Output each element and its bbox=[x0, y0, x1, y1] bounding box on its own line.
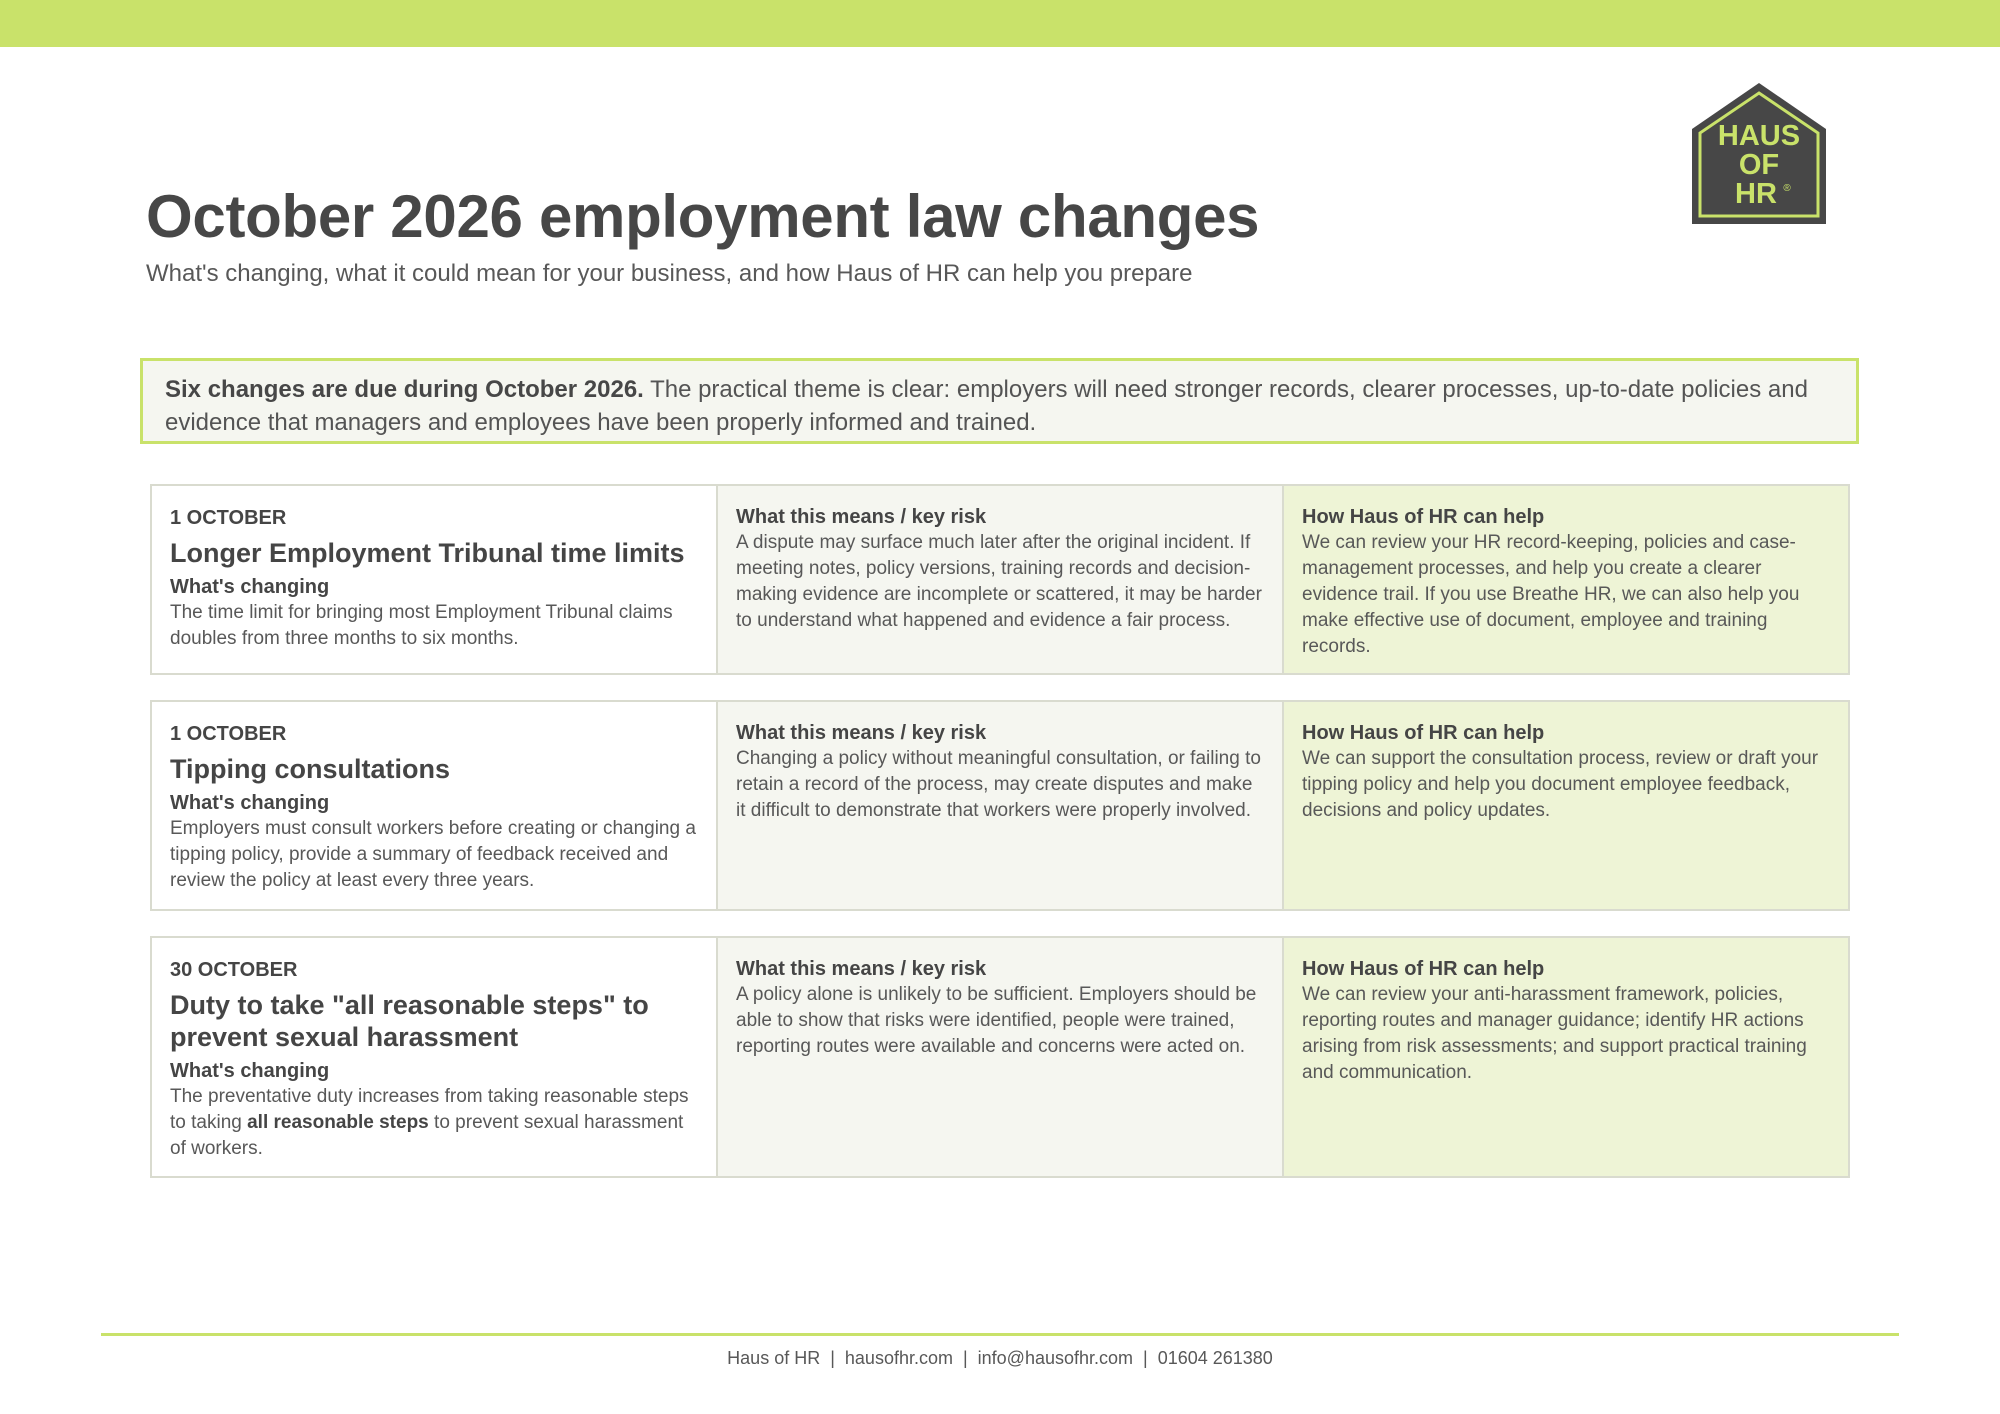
whats-changing-label: What's changing bbox=[170, 1060, 330, 1082]
whats-changing-label: What's changing bbox=[170, 576, 330, 598]
whats-changing-text-end: to prevent sexual harassment of workers. bbox=[170, 1112, 684, 1159]
logo-text-haus: HAUS bbox=[1717, 120, 1801, 152]
how-we-help-text: We can support the consultation process, review or draft your tipping policy and help you document employee feedback, decisions and policy updates. bbox=[1302, 748, 1819, 821]
how-we-help-text: We can review your HR record-keeping, policies and case-management processes, and help you create a clearer evidence trail. If you use Breathe HR, we can also help you make effective use of document, employee and training records. bbox=[1302, 532, 1800, 657]
change-date: 30 OCTOBER bbox=[170, 959, 298, 981]
footer-separator: | bbox=[962, 1348, 968, 1368]
whats-changing-text: The time limit for bringing most Employment Tribunal claims doubles from three months to six months. bbox=[170, 602, 673, 649]
risk-column bbox=[718, 938, 1284, 1176]
how-we-help-text: We can review your anti-harassment framework, policies, reporting routes and manager guidance; identify HR actions arising from risk assessments; and support practical training and communication. bbox=[1302, 984, 1807, 1083]
change-column bbox=[152, 702, 718, 909]
footer-website-link[interactable]: hausofhr.com bbox=[844, 1348, 953, 1368]
key-risk-text: Changing a policy without meaningful consultation, or failing to retain a record of the process, may create disputes and make it difficult to demonstrate that workers were properly involved. bbox=[736, 748, 1261, 821]
change-date: 1 OCTOBER bbox=[170, 723, 287, 745]
change-title: Longer Employment Tribunal time limits bbox=[170, 538, 685, 568]
haus-of-hr-logo bbox=[1690, 81, 1828, 226]
change-title: Tipping consultations bbox=[170, 754, 450, 784]
callout-lead: Six changes are due during October 2026. bbox=[165, 376, 644, 403]
risk-column bbox=[718, 702, 1284, 909]
key-risk-label: What this means / key risk bbox=[736, 506, 987, 528]
change-column bbox=[152, 938, 718, 1176]
footer-phone: 01604 261380 bbox=[1157, 1348, 1273, 1368]
footer-email-link[interactable]: info@hausofhr.com bbox=[977, 1348, 1134, 1368]
logo-text-of: OF bbox=[1738, 149, 1780, 181]
change-title: Duty to take "all reasonable steps" to prevent sexual harassment bbox=[170, 990, 649, 1052]
footer-company: Haus of HR bbox=[727, 1348, 821, 1368]
key-risk-label: What this means / key risk bbox=[736, 958, 987, 980]
change-row bbox=[150, 700, 1850, 911]
logo-text-hr: HR bbox=[1735, 178, 1777, 210]
help-column bbox=[1284, 486, 1848, 673]
change-date: 1 OCTOBER bbox=[170, 507, 287, 529]
change-column bbox=[152, 486, 718, 673]
top-accent-bar bbox=[0, 0, 2000, 47]
key-risk-label: What this means / key risk bbox=[736, 722, 987, 744]
callout-text: The practical theme is clear: employers will need stronger records, clearer processes, up-to-date policies and evidence that managers and employees have been properly informed and trained. bbox=[165, 376, 1808, 436]
change-row bbox=[150, 484, 1850, 675]
whats-changing-text-emphasis: all reasonable steps bbox=[247, 1112, 429, 1133]
footer bbox=[0, 1348, 2000, 1369]
house-logo-icon bbox=[1690, 81, 1828, 226]
page-title: October 2026 employment law changes bbox=[146, 183, 1260, 250]
logo-registered-mark: ® bbox=[1783, 183, 1791, 194]
whats-changing-text-start: The preventative duty increases from taking reasonable steps to taking bbox=[170, 1086, 689, 1133]
how-we-help-label: How Haus of HR can help bbox=[1302, 506, 1545, 528]
how-we-help-label: How Haus of HR can help bbox=[1302, 958, 1545, 980]
whats-changing-label: What's changing bbox=[170, 792, 330, 814]
summary-callout bbox=[140, 358, 1859, 444]
footer-divider bbox=[101, 1333, 1899, 1336]
whats-changing-text: Employers must consult workers before creating or changing a tipping policy, provide a summary of feedback received and review the policy at least every three years. bbox=[170, 818, 696, 891]
help-column bbox=[1284, 938, 1848, 1176]
whats-changing-text bbox=[170, 1084, 698, 1162]
page-subtitle: What's changing, what it could mean for your business, and how Haus of HR can help you prepare bbox=[146, 260, 1193, 287]
footer-separator: | bbox=[1143, 1348, 1148, 1368]
key-risk-text: A dispute may surface much later after the original incident. If meeting notes, policy versions, training records and decision-making evidence are incomplete or scattered, it may be harder to understand what happened and evidence a fair process. bbox=[736, 532, 1262, 631]
help-column bbox=[1284, 702, 1848, 909]
how-we-help-label: How Haus of HR can help bbox=[1302, 722, 1545, 744]
footer-separator: | bbox=[830, 1348, 835, 1368]
risk-column bbox=[718, 486, 1284, 673]
key-risk-text: A policy alone is unlikely to be sufficient. Employers should be able to show that risks were identified, people were trained, reporting routes were available and concerns were acted on. bbox=[736, 984, 1257, 1057]
change-row bbox=[150, 936, 1850, 1178]
